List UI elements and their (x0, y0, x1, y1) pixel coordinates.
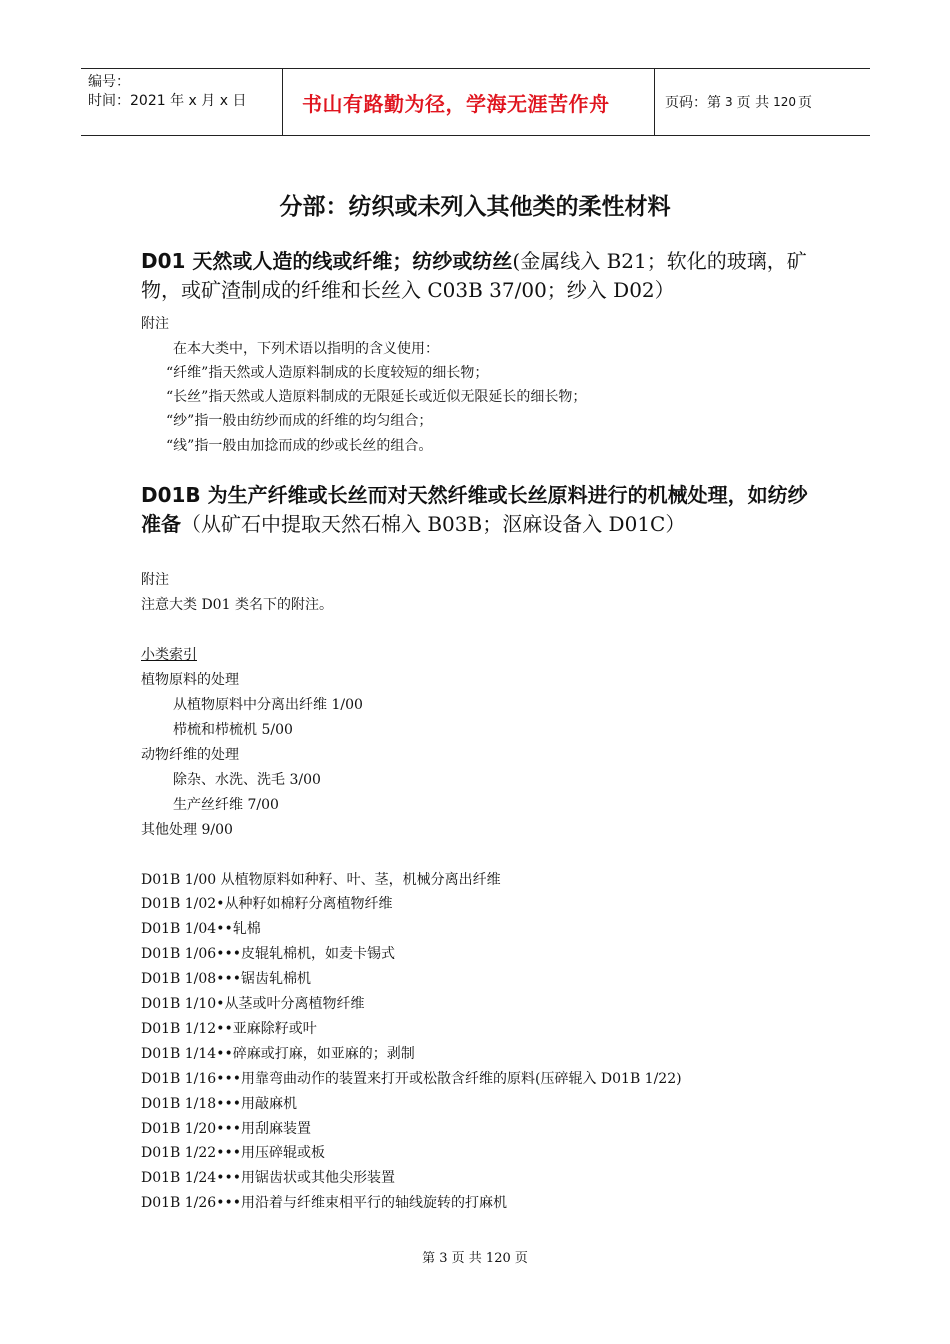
d01b-heading-note: （从矿石中提取天然石棉入 B03B；沤麻设备入 D01C） (181, 512, 686, 536)
classification-entry: D01B 1/12••亚麻除籽或叶 (141, 1021, 317, 1037)
classification-entry: D01B 1/24•••用锯齿状或其他尖形装置 (141, 1170, 395, 1186)
d01-note-line: “纱”指一般由纺纱而成的纤维的均匀组合； (166, 413, 433, 429)
index-item: 从植物原料中分离出纤维 1/00 (173, 697, 363, 713)
d01-note-line: “线”指一般由加捻而成的纱或长丝的组合。 (166, 438, 433, 454)
index-item: 动物纤维的处理 (141, 747, 239, 763)
d01-heading-bold: D01 天然或人造的线或纤维；纺纱或纺丝 (141, 249, 513, 273)
section-title: 分部：纺织或未列入其他类的柔性材料 (279, 194, 671, 220)
classification-entry: D01B 1/16•••用靠弯曲动作的装置来打开或松散含纤维的原料(压碎辊入 D01B 1/22) (141, 1071, 682, 1087)
page-mid-label: 页 共 (736, 95, 770, 111)
d01b-heading-bold: D01B 为生产纤维或长丝而对天然纤维或长丝原料进行的机械处理，如纺纱准备 (141, 483, 808, 536)
class-heading-d01 (141, 247, 821, 305)
d01-note-line: 在本大类中，下列术语以指明的含义使用： (173, 341, 439, 357)
page-label: 页码：第 (665, 95, 721, 111)
header-motto: 书山有路勤为径，学海无涯苦作舟 (282, 69, 655, 135)
page-current: 3 (725, 95, 733, 109)
header-meta (81, 69, 282, 135)
classification-entry: D01B 1/06•••皮辊轧棉机，如麦卡锡式 (141, 946, 395, 962)
index-item: 其他处理 9/00 (141, 822, 233, 838)
classification-entry: D01B 1/00 从植物原料如种籽、叶、茎，机械分离出纤维 (141, 872, 501, 888)
page-header (81, 68, 870, 136)
classification-entry: D01B 1/04••轧棉 (141, 921, 261, 937)
d01-note-line: “长丝”指天然或人造原料制成的无限延长或近似无限延长的细长物； (166, 389, 587, 405)
classification-entry: D01B 1/14••碎麻或打麻，如亚麻的；剥制 (141, 1046, 415, 1062)
class-heading-d01b (141, 481, 821, 539)
d01-heading-note: (金属线入 B21；软化的玻璃，矿物，或矿渣制成的纤维和长丝入 C03B 37/00；纱入 D02） (141, 249, 807, 302)
classification-entry: D01B 1/18•••用敲麻机 (141, 1096, 297, 1112)
d01-note-line: “纤维”指天然或人造原料制成的长度较短的细长物； (166, 365, 489, 381)
index-item: 栉梳和栉梳机 5/00 (173, 722, 293, 738)
classification-entry: D01B 1/22•••用压碎辊或板 (141, 1145, 325, 1161)
subclass-index-label: 小类索引 (141, 647, 197, 663)
page-total: 120 (773, 95, 796, 109)
classification-entry: D01B 1/20•••用刮麻装置 (141, 1121, 311, 1137)
document-number-label: 编号： (88, 74, 130, 90)
document-date: 时间：2021 年 x 月 x 日 (88, 93, 247, 109)
classification-entry: D01B 1/10•从茎或叶分离植物纤维 (141, 996, 365, 1012)
page-end-label: 页 (798, 95, 812, 111)
d01b-note-label: 附注 (141, 572, 169, 588)
d01b-note: 注意大类 D01 类名下的附注。 (141, 597, 333, 613)
classification-entry: D01B 1/02•从种籽如棉籽分离植物纤维 (141, 896, 393, 912)
classification-entry: D01B 1/26•••用沿着与纤维束相平行的轴线旋转的打麻机 (141, 1195, 507, 1211)
classification-entry: D01B 1/08•••锯齿轧棉机 (141, 971, 311, 987)
header-page-info (655, 69, 870, 135)
d01-note-label: 附注 (141, 316, 169, 332)
page-footer: 第 3 页 共 120 页 (422, 1251, 528, 1266)
index-item: 生产丝纤维 7/00 (173, 797, 279, 813)
index-item: 植物原料的处理 (141, 672, 239, 688)
index-item: 除杂、水洗、洗毛 3/00 (173, 772, 321, 788)
